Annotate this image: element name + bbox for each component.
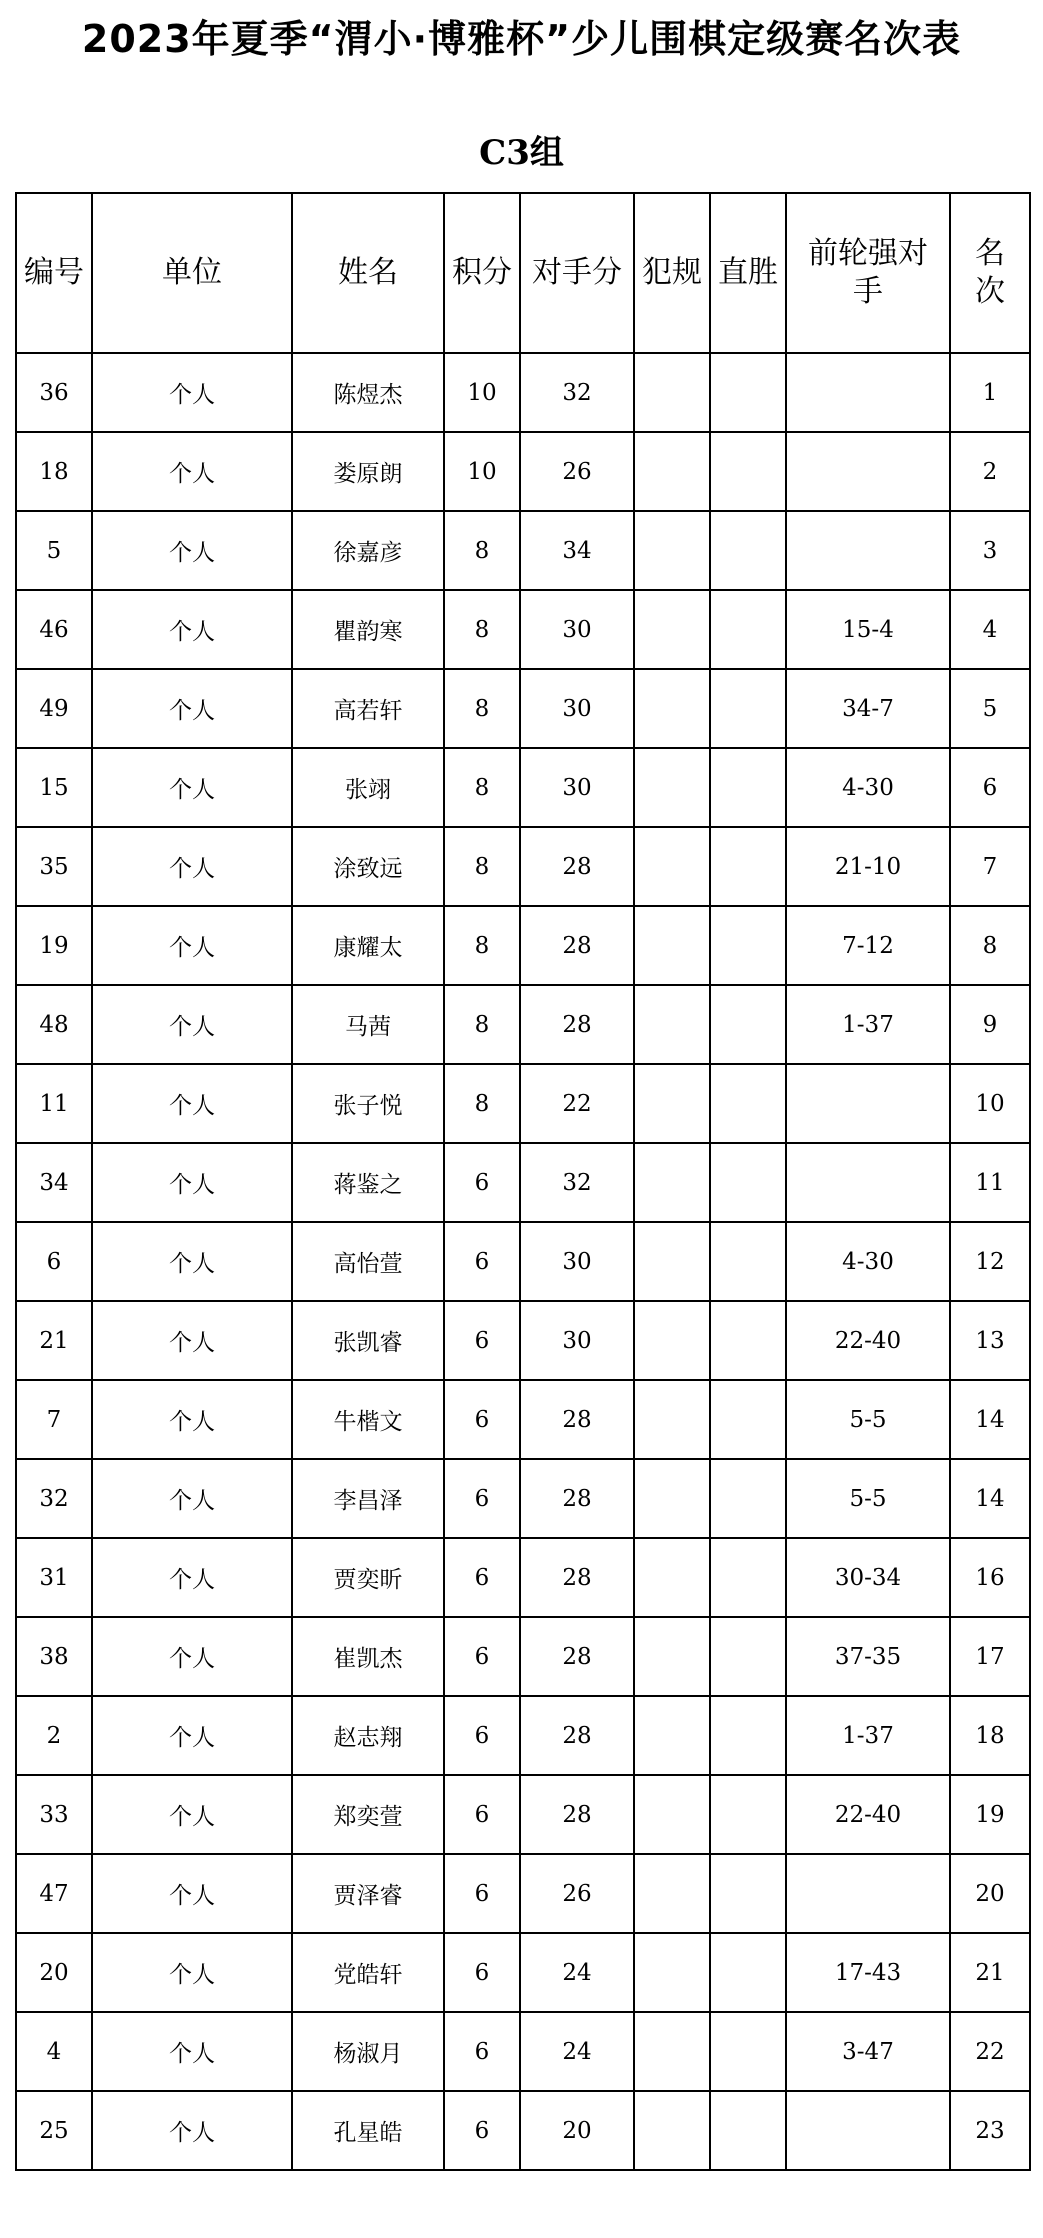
cell-score: 6 — [444, 1696, 520, 1775]
cell-opponent-score: 32 — [520, 1143, 634, 1222]
cell-id: 11 — [16, 1064, 92, 1143]
header-opponent-score: 对手分 — [520, 193, 634, 353]
ranking-table — [15, 192, 1031, 2171]
header-name: 姓名 — [292, 193, 444, 353]
cell-opponent-score: 22 — [520, 1064, 634, 1143]
table-row — [16, 827, 1030, 906]
cell-direct-win — [710, 1301, 786, 1380]
table-row — [16, 906, 1030, 985]
cell-unit: 个人 — [92, 748, 292, 827]
cell-prev-strong-opponent: 30-34 — [786, 1538, 950, 1617]
cell-score: 6 — [444, 1301, 520, 1380]
cell-name: 高怡萱 — [292, 1222, 444, 1301]
cell-opponent-score: 30 — [520, 669, 634, 748]
cell-direct-win — [710, 748, 786, 827]
cell-rank: 13 — [950, 1301, 1030, 1380]
cell-unit: 个人 — [92, 2012, 292, 2091]
cell-name: 李昌泽 — [292, 1459, 444, 1538]
cell-prev-strong-opponent: 4-30 — [786, 748, 950, 827]
cell-id: 49 — [16, 669, 92, 748]
cell-prev-strong-opponent: 15-4 — [786, 590, 950, 669]
table-row — [16, 1538, 1030, 1617]
cell-unit: 个人 — [92, 1696, 292, 1775]
cell-name: 娄原朗 — [292, 432, 444, 511]
cell-rank: 21 — [950, 1933, 1030, 2012]
cell-score: 8 — [444, 590, 520, 669]
table-row — [16, 590, 1030, 669]
header-direct-win: 直胜 — [710, 193, 786, 353]
cell-name: 张凯睿 — [292, 1301, 444, 1380]
header-prev-strong-opponent — [786, 193, 950, 353]
cell-foul — [634, 2012, 710, 2091]
cell-opponent-score: 32 — [520, 353, 634, 432]
cell-prev-strong-opponent — [786, 511, 950, 590]
cell-prev-strong-opponent: 4-30 — [786, 1222, 950, 1301]
cell-prev-strong-opponent: 37-35 — [786, 1617, 950, 1696]
table-row — [16, 2091, 1030, 2170]
cell-id: 31 — [16, 1538, 92, 1617]
cell-direct-win — [710, 906, 786, 985]
cell-rank: 9 — [950, 985, 1030, 1064]
cell-id: 47 — [16, 1854, 92, 1933]
cell-unit: 个人 — [92, 827, 292, 906]
cell-foul — [634, 1143, 710, 1222]
cell-id: 19 — [16, 906, 92, 985]
document-title: 2023年夏季“渭小·博雅杯”少儿围棋定级赛名次表 — [81, 17, 962, 61]
cell-direct-win — [710, 1064, 786, 1143]
cell-opponent-score: 28 — [520, 1380, 634, 1459]
cell-direct-win — [710, 1222, 786, 1301]
table-row — [16, 1775, 1030, 1854]
cell-opponent-score: 28 — [520, 1617, 634, 1696]
header-rank-label: 名次 — [975, 236, 1005, 309]
header-score: 积分 — [444, 193, 520, 353]
cell-direct-win — [710, 1380, 786, 1459]
cell-name: 涂致远 — [292, 827, 444, 906]
table-row — [16, 1143, 1030, 1222]
cell-opponent-score: 28 — [520, 906, 634, 985]
cell-rank: 14 — [950, 1380, 1030, 1459]
cell-rank: 5 — [950, 669, 1030, 748]
cell-unit: 个人 — [92, 669, 292, 748]
cell-prev-strong-opponent — [786, 2091, 950, 2170]
cell-prev-strong-opponent: 1-37 — [786, 985, 950, 1064]
cell-id: 20 — [16, 1933, 92, 2012]
cell-rank: 4 — [950, 590, 1030, 669]
cell-prev-strong-opponent: 17-43 — [786, 1933, 950, 2012]
cell-opponent-score: 34 — [520, 511, 634, 590]
cell-direct-win — [710, 353, 786, 432]
header-prev-strong-opponent-label: 前轮强对手 — [808, 236, 928, 309]
cell-score: 6 — [444, 1775, 520, 1854]
cell-name: 崔凯杰 — [292, 1617, 444, 1696]
cell-id: 46 — [16, 590, 92, 669]
cell-foul — [634, 827, 710, 906]
cell-direct-win — [710, 1775, 786, 1854]
cell-foul — [634, 1775, 710, 1854]
cell-unit: 个人 — [92, 1064, 292, 1143]
cell-score: 6 — [444, 1933, 520, 2012]
cell-direct-win — [710, 432, 786, 511]
cell-rank: 17 — [950, 1617, 1030, 1696]
header-rank — [950, 193, 1030, 353]
cell-id: 48 — [16, 985, 92, 1064]
cell-score: 6 — [444, 1617, 520, 1696]
cell-prev-strong-opponent: 22-40 — [786, 1775, 950, 1854]
cell-opponent-score: 30 — [520, 748, 634, 827]
cell-score: 6 — [444, 1380, 520, 1459]
cell-id: 32 — [16, 1459, 92, 1538]
cell-foul — [634, 669, 710, 748]
cell-prev-strong-opponent: 1-37 — [786, 1696, 950, 1775]
cell-direct-win — [710, 1933, 786, 2012]
cell-score: 10 — [444, 353, 520, 432]
cell-name: 贾奕昕 — [292, 1538, 444, 1617]
cell-id: 4 — [16, 2012, 92, 2091]
cell-id: 6 — [16, 1222, 92, 1301]
cell-score: 8 — [444, 906, 520, 985]
cell-score: 6 — [444, 2012, 520, 2091]
cell-rank: 22 — [950, 2012, 1030, 2091]
cell-score: 8 — [444, 511, 520, 590]
cell-direct-win — [710, 2091, 786, 2170]
table-row — [16, 669, 1030, 748]
cell-foul — [634, 906, 710, 985]
cell-foul — [634, 432, 710, 511]
table-row — [16, 1064, 1030, 1143]
cell-name: 牛楷文 — [292, 1380, 444, 1459]
cell-unit: 个人 — [92, 1775, 292, 1854]
cell-score: 8 — [444, 1064, 520, 1143]
cell-direct-win — [710, 1143, 786, 1222]
cell-prev-strong-opponent — [786, 1064, 950, 1143]
cell-opponent-score: 28 — [520, 1459, 634, 1538]
cell-opponent-score: 28 — [520, 1538, 634, 1617]
cell-prev-strong-opponent: 34-7 — [786, 669, 950, 748]
cell-opponent-score: 26 — [520, 432, 634, 511]
cell-opponent-score: 24 — [520, 2012, 634, 2091]
cell-direct-win — [710, 1538, 786, 1617]
table-row — [16, 1617, 1030, 1696]
cell-rank: 20 — [950, 1854, 1030, 1933]
cell-name: 瞿韵寒 — [292, 590, 444, 669]
cell-unit: 个人 — [92, 1459, 292, 1538]
cell-name: 徐嘉彦 — [292, 511, 444, 590]
cell-score: 6 — [444, 1222, 520, 1301]
cell-name: 陈煜杰 — [292, 353, 444, 432]
cell-rank: 19 — [950, 1775, 1030, 1854]
cell-name: 张子悦 — [292, 1064, 444, 1143]
cell-opponent-score: 30 — [520, 1301, 634, 1380]
cell-foul — [634, 511, 710, 590]
cell-prev-strong-opponent: 5-5 — [786, 1380, 950, 1459]
cell-foul — [634, 985, 710, 1064]
cell-name: 马茜 — [292, 985, 444, 1064]
cell-rank: 8 — [950, 906, 1030, 985]
cell-direct-win — [710, 2012, 786, 2091]
cell-id: 18 — [16, 432, 92, 511]
cell-name: 党皓轩 — [292, 1933, 444, 2012]
table-row — [16, 511, 1030, 590]
cell-foul — [634, 1064, 710, 1143]
header-unit: 单位 — [92, 193, 292, 353]
cell-unit: 个人 — [92, 906, 292, 985]
cell-foul — [634, 1854, 710, 1933]
table-row — [16, 2012, 1030, 2091]
cell-rank: 12 — [950, 1222, 1030, 1301]
cell-direct-win — [710, 827, 786, 906]
cell-unit: 个人 — [92, 1222, 292, 1301]
cell-rank: 7 — [950, 827, 1030, 906]
cell-rank: 3 — [950, 511, 1030, 590]
cell-direct-win — [710, 985, 786, 1064]
cell-rank: 1 — [950, 353, 1030, 432]
cell-foul — [634, 748, 710, 827]
header-foul: 犯规 — [634, 193, 710, 353]
cell-foul — [634, 1696, 710, 1775]
cell-unit: 个人 — [92, 353, 292, 432]
cell-foul — [634, 1301, 710, 1380]
cell-id: 15 — [16, 748, 92, 827]
table-row — [16, 985, 1030, 1064]
cell-score: 8 — [444, 669, 520, 748]
table-body — [16, 353, 1030, 2170]
cell-unit: 个人 — [92, 511, 292, 590]
cell-prev-strong-opponent: 7-12 — [786, 906, 950, 985]
header-id: 编号 — [16, 193, 92, 353]
cell-unit: 个人 — [92, 590, 292, 669]
cell-opponent-score: 28 — [520, 985, 634, 1064]
cell-prev-strong-opponent — [786, 1854, 950, 1933]
cell-unit: 个人 — [92, 1380, 292, 1459]
cell-score: 8 — [444, 748, 520, 827]
cell-unit: 个人 — [92, 1617, 292, 1696]
cell-rank: 11 — [950, 1143, 1030, 1222]
header-row — [16, 193, 1030, 353]
cell-prev-strong-opponent — [786, 1143, 950, 1222]
cell-unit: 个人 — [92, 1933, 292, 2012]
cell-foul — [634, 1538, 710, 1617]
cell-opponent-score: 24 — [520, 1933, 634, 2012]
cell-id: 35 — [16, 827, 92, 906]
cell-foul — [634, 590, 710, 669]
cell-score: 6 — [444, 1143, 520, 1222]
cell-foul — [634, 2091, 710, 2170]
cell-rank: 2 — [950, 432, 1030, 511]
cell-direct-win — [710, 669, 786, 748]
cell-rank: 18 — [950, 1696, 1030, 1775]
cell-score: 6 — [444, 1538, 520, 1617]
cell-direct-win — [710, 1854, 786, 1933]
cell-unit: 个人 — [92, 1854, 292, 1933]
cell-opponent-score: 28 — [520, 1775, 634, 1854]
cell-score: 6 — [444, 2091, 520, 2170]
cell-foul — [634, 353, 710, 432]
cell-id: 33 — [16, 1775, 92, 1854]
cell-opponent-score: 28 — [520, 1696, 634, 1775]
group-heading: C3组 — [479, 133, 564, 173]
cell-name: 杨淑月 — [292, 2012, 444, 2091]
cell-opponent-score: 30 — [520, 1222, 634, 1301]
cell-prev-strong-opponent — [786, 353, 950, 432]
cell-unit: 个人 — [92, 1301, 292, 1380]
cell-id: 25 — [16, 2091, 92, 2170]
cell-unit: 个人 — [92, 432, 292, 511]
table-row — [16, 432, 1030, 511]
cell-name: 赵志翔 — [292, 1696, 444, 1775]
cell-direct-win — [710, 590, 786, 669]
cell-rank: 6 — [950, 748, 1030, 827]
cell-score: 8 — [444, 985, 520, 1064]
cell-name: 贾泽睿 — [292, 1854, 444, 1933]
table-row — [16, 1380, 1030, 1459]
table-row — [16, 353, 1030, 432]
cell-direct-win — [710, 1459, 786, 1538]
cell-prev-strong-opponent: 22-40 — [786, 1301, 950, 1380]
table-row — [16, 1696, 1030, 1775]
cell-direct-win — [710, 511, 786, 590]
cell-id: 21 — [16, 1301, 92, 1380]
cell-name: 张翊 — [292, 748, 444, 827]
cell-name: 孔星皓 — [292, 2091, 444, 2170]
cell-id: 38 — [16, 1617, 92, 1696]
cell-foul — [634, 1933, 710, 2012]
cell-foul — [634, 1380, 710, 1459]
cell-rank: 10 — [950, 1064, 1030, 1143]
table-row — [16, 1459, 1030, 1538]
cell-foul — [634, 1222, 710, 1301]
cell-unit: 个人 — [92, 2091, 292, 2170]
cell-foul — [634, 1459, 710, 1538]
cell-rank: 16 — [950, 1538, 1030, 1617]
cell-id: 36 — [16, 353, 92, 432]
cell-score: 6 — [444, 1459, 520, 1538]
cell-opponent-score: 20 — [520, 2091, 634, 2170]
cell-name: 康耀太 — [292, 906, 444, 985]
cell-name: 高若轩 — [292, 669, 444, 748]
cell-unit: 个人 — [92, 1538, 292, 1617]
cell-score: 10 — [444, 432, 520, 511]
cell-rank: 14 — [950, 1459, 1030, 1538]
cell-id: 5 — [16, 511, 92, 590]
cell-unit: 个人 — [92, 1143, 292, 1222]
cell-prev-strong-opponent — [786, 432, 950, 511]
cell-score: 6 — [444, 1854, 520, 1933]
cell-direct-win — [710, 1617, 786, 1696]
cell-foul — [634, 1617, 710, 1696]
table-row — [16, 1933, 1030, 2012]
cell-prev-strong-opponent: 21-10 — [786, 827, 950, 906]
cell-prev-strong-opponent: 3-47 — [786, 2012, 950, 2091]
table-row — [16, 748, 1030, 827]
cell-prev-strong-opponent: 5-5 — [786, 1459, 950, 1538]
table-row — [16, 1301, 1030, 1380]
cell-name: 蒋鉴之 — [292, 1143, 444, 1222]
cell-score: 8 — [444, 827, 520, 906]
cell-id: 2 — [16, 1696, 92, 1775]
cell-opponent-score: 26 — [520, 1854, 634, 1933]
cell-id: 34 — [16, 1143, 92, 1222]
table-row — [16, 1222, 1030, 1301]
cell-rank: 23 — [950, 2091, 1030, 2170]
cell-opponent-score: 28 — [520, 827, 634, 906]
cell-name: 郑奕萱 — [292, 1775, 444, 1854]
cell-id: 7 — [16, 1380, 92, 1459]
cell-direct-win — [710, 1696, 786, 1775]
cell-unit: 个人 — [92, 985, 292, 1064]
cell-opponent-score: 30 — [520, 590, 634, 669]
table-row — [16, 1854, 1030, 1933]
